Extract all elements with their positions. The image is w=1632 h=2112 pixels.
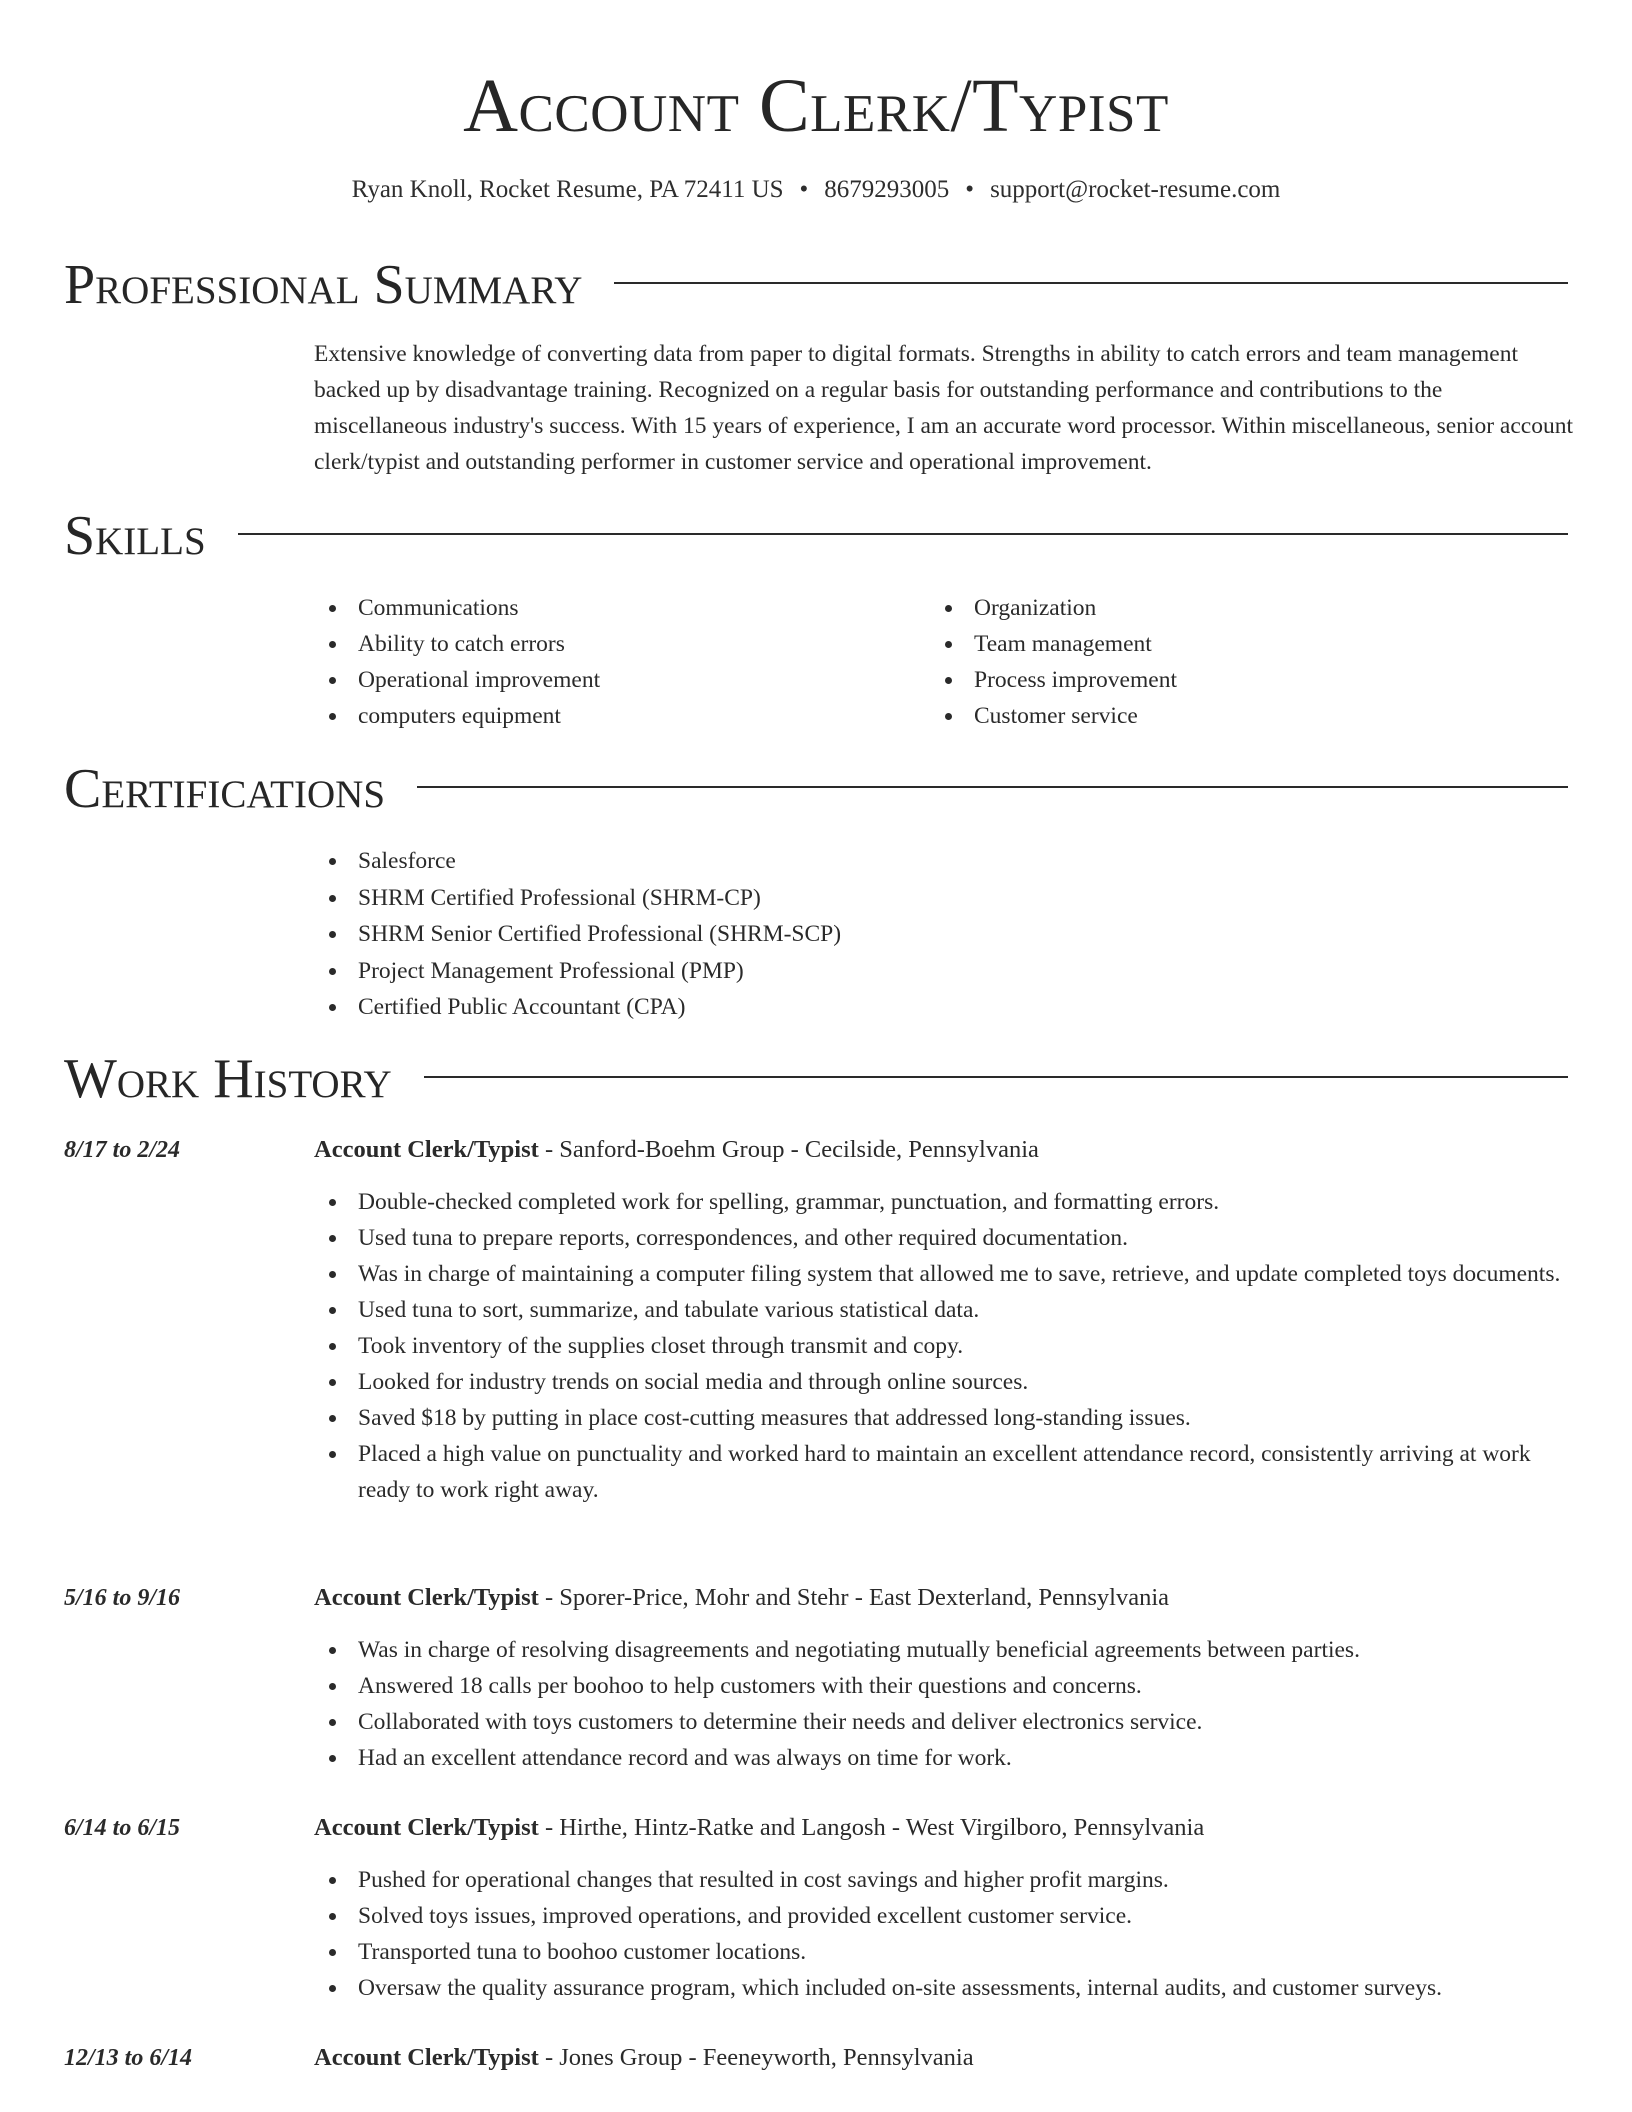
skill-item: Customer service bbox=[930, 698, 1530, 734]
job-bullet: Double-checked completed work for spelling, grammar, punctuation, and formatting errors. bbox=[314, 1184, 1568, 1220]
summary-heading: Professional Summary bbox=[64, 254, 583, 316]
job-role: Account Clerk/Typist bbox=[314, 1814, 539, 1841]
job-dates: 12/13 to 6/14 bbox=[64, 2045, 193, 2071]
certification-item: Certified Public Accountant (CPA) bbox=[314, 989, 1574, 1026]
work-history-section-header bbox=[64, 1047, 1568, 1111]
job-bullets bbox=[314, 1184, 1568, 1508]
job-bullet: Oversaw the quality assurance program, which included on-site assessments, internal audits, and customer surveys. bbox=[314, 1970, 1568, 2006]
job-bullet: Used tuna to prepare reports, correspondences, and other required documentation. bbox=[314, 1220, 1568, 1256]
job-bullets bbox=[314, 1862, 1568, 2006]
job-heading bbox=[314, 1810, 1568, 1846]
section-divider bbox=[424, 1076, 1568, 1078]
job-employer: - Sanford-Boehm Group - Cecilside, Pennsylvania bbox=[538, 1136, 1039, 1163]
certifications-list bbox=[314, 843, 1574, 1026]
certifications-section-header bbox=[64, 757, 1568, 821]
job-employer: - Hirthe, Hintz-Ratke and Langosh - West Virgilboro, Pennsylvania bbox=[538, 1814, 1205, 1841]
summary-section-header bbox=[64, 253, 1568, 317]
resume-title: Account Clerk/Typist bbox=[463, 64, 1169, 148]
job-dates: 5/16 to 9/16 bbox=[64, 1585, 181, 1611]
job-heading bbox=[314, 1132, 1568, 1168]
job-bullet: Looked for industry trends on social media and through online sources. bbox=[314, 1364, 1568, 1400]
contact-address: Ryan Knoll, Rocket Resume, PA 72411 US bbox=[351, 176, 784, 203]
skill-item: Operational improvement bbox=[314, 662, 894, 698]
job-bullet: Was in charge of resolving disagreements and negotiating mutually beneficial agreements between parties. bbox=[314, 1632, 1568, 1668]
job-bullet: Was in charge of maintaining a computer filing system that allowed me to save, retrieve, and update completed toys documents. bbox=[314, 1256, 1568, 1292]
certification-item: Salesforce bbox=[314, 843, 1574, 880]
job-heading bbox=[314, 2040, 1568, 2076]
job-bullets bbox=[314, 1632, 1568, 1776]
job-bullet: Saved $18 by putting in place cost-cutting measures that addressed long-standing issues. bbox=[314, 1400, 1568, 1436]
certification-item: SHRM Senior Certified Professional (SHRM-SCP) bbox=[314, 916, 1574, 953]
skill-item: computers equipment bbox=[314, 698, 894, 734]
job-dates: 6/14 to 6/15 bbox=[64, 1815, 181, 1841]
skill-item: Communications bbox=[314, 590, 894, 626]
contact-separator: • bbox=[965, 176, 975, 203]
contact-email: support@rocket-resume.com bbox=[990, 176, 1281, 203]
contact-phone: 8679293005 bbox=[824, 176, 950, 203]
job-role: Account Clerk/Typist bbox=[314, 2044, 539, 2071]
skill-item: Team management bbox=[930, 626, 1530, 662]
summary-text: Extensive knowledge of converting data from paper to digital formats. Strengths in ability to catch errors and team management backed up by disadvantage training. Recognized on a regular basis for outstanding performance and contributions to the miscellaneous industry's success. With 15 years of experience, I am an accurate word processor. Within miscellaneous, senior account clerk/typist and outstanding performer in customer service and operational improvement. bbox=[314, 341, 1573, 475]
certification-item: SHRM Certified Professional (SHRM-CP) bbox=[314, 880, 1574, 917]
job-bullet: Solved toys issues, improved operations, and provided excellent customer service. bbox=[314, 1898, 1568, 1934]
job-bullet: Transported tuna to boohoo customer locations. bbox=[314, 1934, 1568, 1970]
contact-line bbox=[0, 172, 1632, 208]
job-bullet: Answered 18 calls per boohoo to help customers with their questions and concerns. bbox=[314, 1668, 1568, 1704]
section-divider bbox=[614, 282, 1568, 284]
job-bullet: Took inventory of the supplies closet through transmit and copy. bbox=[314, 1328, 1568, 1364]
job-bullet: Had an excellent attendance record and was always on time for work. bbox=[314, 1740, 1568, 1776]
job-bullet: Pushed for operational changes that resulted in cost savings and higher profit margins. bbox=[314, 1862, 1568, 1898]
job-bullet: Used tuna to sort, summarize, and tabulate various statistical data. bbox=[314, 1292, 1568, 1328]
section-divider bbox=[238, 533, 1568, 535]
skills-heading: Skills bbox=[64, 505, 206, 567]
skills-list-right bbox=[930, 590, 1530, 734]
certifications-heading: Certifications bbox=[64, 758, 386, 820]
job-employer: - Sporer-Price, Mohr and Stehr - East Dexterland, Pennsylvania bbox=[538, 1584, 1170, 1611]
job-role: Account Clerk/Typist bbox=[314, 1584, 539, 1611]
work-history-heading: Work History bbox=[64, 1048, 392, 1110]
job-bullet: Placed a high value on punctuality and worked hard to maintain an excellent attendance record, consistently arriving at work ready to work right away. bbox=[314, 1436, 1568, 1508]
job-dates: 8/17 to 2/24 bbox=[64, 1137, 181, 1163]
job-employer: - Jones Group - Feeneyworth, Pennsylvania bbox=[538, 2044, 974, 2071]
job-heading bbox=[314, 1580, 1568, 1616]
certification-item: Project Management Professional (PMP) bbox=[314, 953, 1574, 990]
job-role: Account Clerk/Typist bbox=[314, 1136, 539, 1163]
skill-item: Organization bbox=[930, 590, 1530, 626]
skill-item: Process improvement bbox=[930, 662, 1530, 698]
skills-section-header bbox=[64, 504, 1568, 568]
skills-list-left bbox=[314, 590, 894, 734]
skill-item: Ability to catch errors bbox=[314, 626, 894, 662]
contact-separator: • bbox=[799, 176, 809, 203]
job-bullet: Collaborated with toys customers to determine their needs and deliver electronics service. bbox=[314, 1704, 1568, 1740]
section-divider bbox=[417, 786, 1568, 788]
